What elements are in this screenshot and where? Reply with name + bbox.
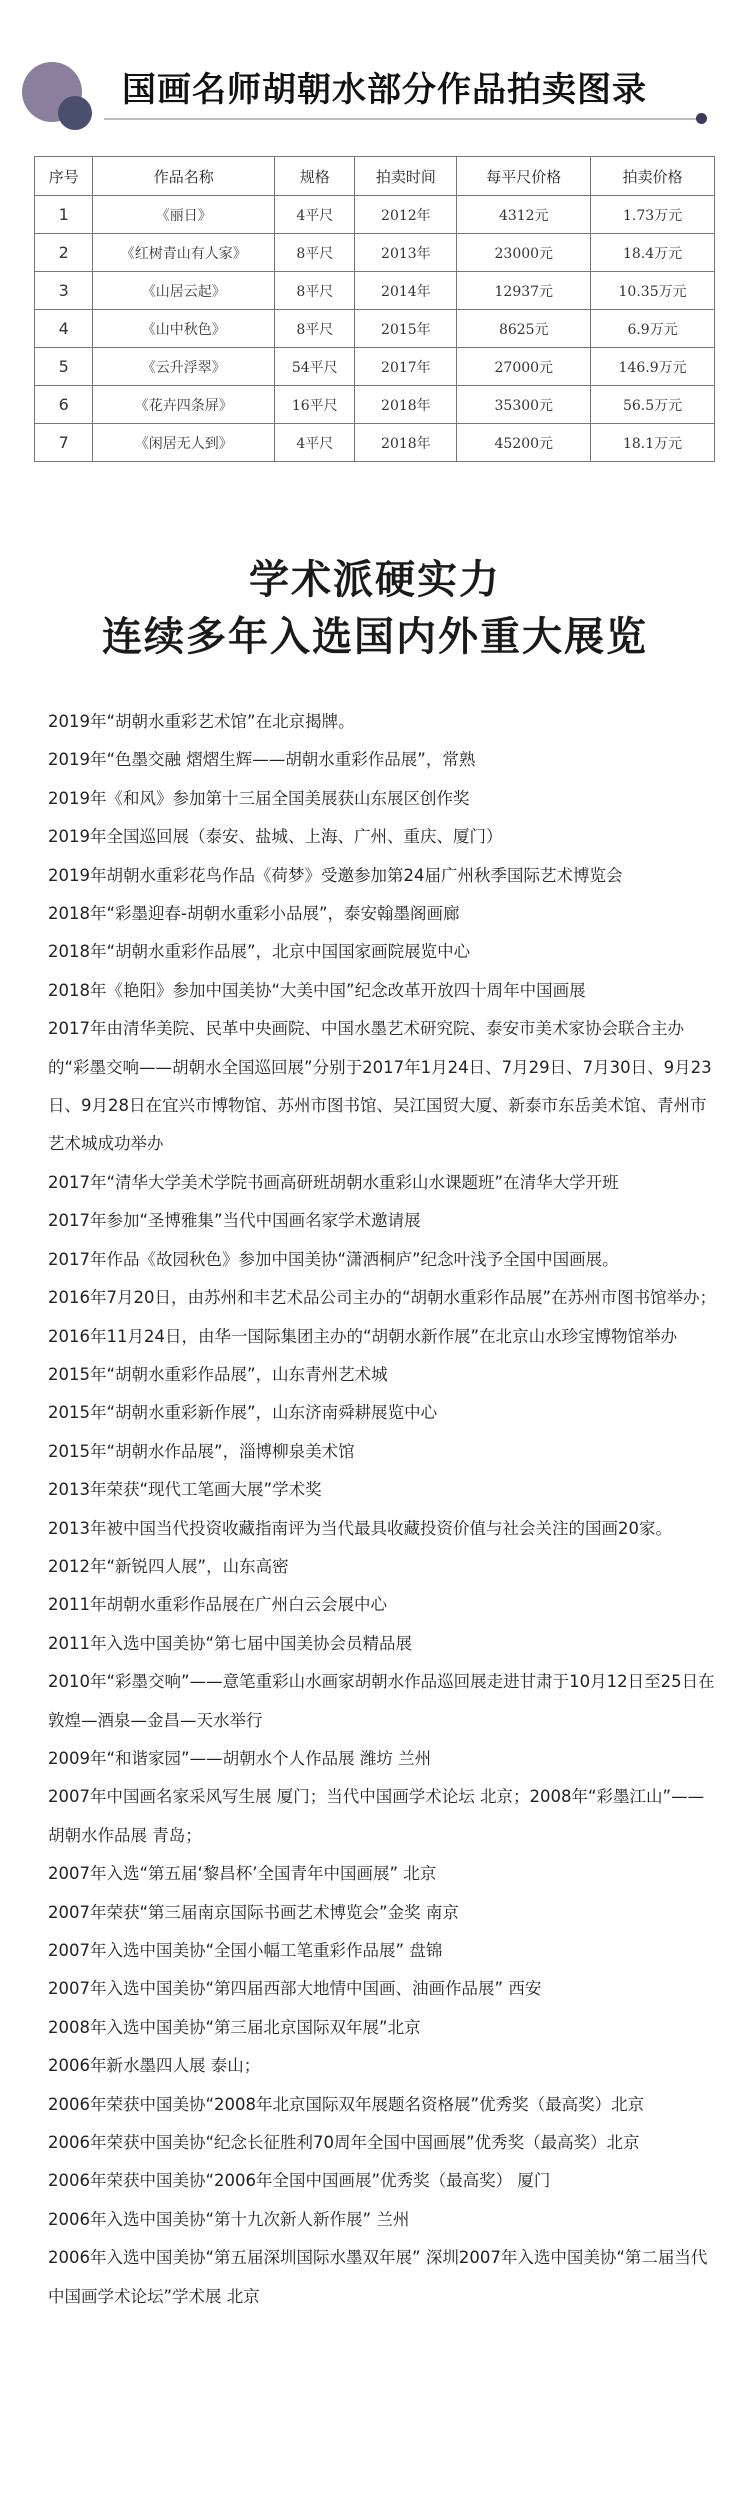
cell-unit-price: 8625元 — [457, 310, 591, 348]
cell-date: 2012年 — [355, 196, 457, 234]
cell-index: 7 — [35, 424, 93, 462]
col-header-title: 作品名称 — [93, 157, 275, 196]
section-title-line2: 连续多年入选国内外重大展览 — [102, 613, 648, 660]
list-item: 2006年入选中国美协“第十九次新人新作展” 兰州 — [48, 2209, 410, 2229]
list-item: 2006年荣获中国美协“2006年全国中国画展”优秀奖（最高奖） 厦门 — [48, 2171, 551, 2191]
list-item: 2013年被中国当代投资收藏指南评为当代最具收藏投资价值与社会关注的国画20家。 — [48, 1518, 672, 1538]
table-row — [35, 196, 715, 234]
title-underline-dot — [696, 113, 707, 124]
list-item: 2011年胡朝水重彩作品展在广州白云会展中心 — [48, 1595, 387, 1615]
list-item: 2018年“彩墨迎春-胡朝水重彩小品展”，泰安翰墨阁画廊 — [48, 904, 460, 924]
list-item: 2017年由清华美院、民革中央画院、中国水墨艺术研究院、泰安市美术家协会联合主办的“彩墨交响——胡朝水全国巡回展”分别于2017年1月24日、7月29日、7月30日、9月23日、9月28日在宜兴市博物馆、苏州市图书馆、吴江国贸大厦、新泰市东岳美术馆、青州市艺术城成功举办 — [48, 1019, 712, 1154]
cell-unit-price: 4312元 — [457, 196, 591, 234]
list-item: 2007年入选中国美协“第四届西部大地情中国画、油画作品展” 西安 — [48, 1979, 542, 1999]
cell-index: 2 — [35, 234, 93, 272]
list-item: 2019年“胡朝水重彩艺术馆”在北京揭牌。 — [48, 712, 355, 731]
cell-unit-price: 23000元 — [457, 234, 591, 272]
cell-price: 6.9万元 — [591, 310, 715, 348]
cell-date: 2018年 — [355, 424, 457, 462]
cell-title: 《云升浮翠》 — [93, 348, 275, 386]
list-item: 2019年“色墨交融 熠熠生辉——胡朝水重彩作品展”，常熟 — [48, 750, 476, 770]
list-item: 2017年“清华大学美术学院书画高研班胡朝水重彩山水课题班”在清华大学开班 — [48, 1172, 619, 1192]
cell-index: 3 — [35, 272, 93, 310]
table-row — [35, 348, 715, 386]
cell-date: 2018年 — [355, 386, 457, 424]
cell-index: 4 — [35, 310, 93, 348]
list-item: 2008年入选中国美协“第三届北京国际双年展”北京 — [48, 2017, 421, 2037]
list-item: 2006年新水墨四人展 泰山； — [48, 2056, 261, 2076]
exhibition-list — [48, 703, 718, 2316]
list-item: 2016年11月24日，由华一国际集团主办的“胡朝水新作展”在北京山水珍宝博物馆举办 — [48, 1326, 678, 1346]
table-row — [35, 310, 715, 348]
list-item: 2019年胡朝水重彩花鸟作品《荷梦》受邀参加第24届广州秋季国际艺术博览会 — [48, 865, 623, 885]
auction-table — [34, 156, 715, 462]
list-item: 2010年“彩墨交响”——意笔重彩山水画家胡朝水作品巡回展走进甘肃于10月12日至25日在敦煌—酒泉—金昌—天水举行 — [48, 1672, 715, 1730]
list-item: 2013年荣获“现代工笔画大展”学术奖 — [48, 1480, 322, 1500]
cell-index: 1 — [35, 196, 93, 234]
list-item: 2016年7月20日，由苏州和丰艺术品公司主办的“胡朝水重彩作品展”在苏州市图书馆举办； — [48, 1288, 717, 1308]
section-title-line1: 学术派硬实力 — [249, 556, 501, 603]
list-item: 2009年“和谐家园”——胡朝水个人作品展 潍坊 兰州 — [48, 1748, 432, 1768]
title-underline — [104, 118, 704, 120]
table-row — [35, 234, 715, 272]
list-item: 2007年中国画名家采风写生展 厦门；当代中国画学术论坛 北京；2008年“彩墨江山”——胡朝水作品展 青岛； — [48, 1787, 705, 1845]
list-item: 2019年全国巡回展（泰安、盐城、上海、广州、重庆、厦门） — [48, 827, 503, 847]
cell-price: 56.5万元 — [591, 386, 715, 424]
table-row — [35, 386, 715, 424]
cell-unit-price: 45200元 — [457, 424, 591, 462]
cell-index: 6 — [35, 386, 93, 424]
cell-size: 8平尺 — [275, 272, 355, 310]
list-item: 2018年《艳阳》参加中国美协“大美中国”纪念改革开放四十周年中国画展 — [48, 980, 586, 1000]
col-header-unit-price: 每平尺价格 — [457, 157, 591, 196]
decorative-circle-small — [58, 96, 92, 130]
cell-date: 2017年 — [355, 348, 457, 386]
cell-price: 10.35万元 — [591, 272, 715, 310]
cell-size: 54平尺 — [275, 348, 355, 386]
list-item: 2017年作品《故园秋色》参加中国美协“潇洒桐庐”纪念叶浅予全国中国画展。 — [48, 1249, 619, 1269]
table-header-row — [35, 157, 715, 196]
cell-title: 《山中秋色》 — [93, 310, 275, 348]
list-item: 2006年荣获中国美协“纪念长征胜利70周年全国中国画展”优秀奖（最高奖）北京 — [48, 2133, 640, 2153]
cell-size: 4平尺 — [275, 424, 355, 462]
cell-date: 2014年 — [355, 272, 457, 310]
cell-title: 《丽日》 — [93, 196, 275, 234]
list-item: 2012年“新锐四人展”，山东高密 — [48, 1556, 289, 1576]
col-header-price: 拍卖价格 — [591, 157, 715, 196]
list-item: 2017年参加“圣博雅集”当代中国画名家学术邀请展 — [48, 1211, 421, 1231]
list-item: 2015年“胡朝水重彩作品展”，山东青州艺术城 — [48, 1364, 388, 1384]
cell-unit-price: 12937元 — [457, 272, 591, 310]
cell-date: 2015年 — [355, 310, 457, 348]
table-row — [35, 272, 715, 310]
col-header-index: 序号 — [35, 157, 93, 196]
cell-unit-price: 35300元 — [457, 386, 591, 424]
cell-title: 《红树青山有人家》 — [93, 234, 275, 272]
cell-price: 18.1万元 — [591, 424, 715, 462]
col-header-size: 规格 — [275, 157, 355, 196]
cell-price: 18.4万元 — [591, 234, 715, 272]
list-item: 2006年入选中国美协“第五届深圳国际水墨双年展” 深圳2007年入选中国美协“第二届当代中国画学术论坛”学术展 北京 — [48, 2248, 708, 2306]
col-header-date: 拍卖时间 — [355, 157, 457, 196]
list-item: 2007年荣获“第三届南京国际书画艺术博览会”金奖 南京 — [48, 1902, 459, 1922]
cell-size: 16平尺 — [275, 386, 355, 424]
cell-price: 1.73万元 — [591, 196, 715, 234]
cell-size: 8平尺 — [275, 234, 355, 272]
list-item: 2019年《和风》参加第十三届全国美展获山东展区创作奖 — [48, 788, 470, 808]
list-item: 2007年入选“第五届‘黎昌杯’全国青年中国画展” 北京 — [48, 1864, 437, 1884]
cell-price: 146.9万元 — [591, 348, 715, 386]
cell-unit-price: 27000元 — [457, 348, 591, 386]
page-header — [0, 0, 750, 140]
cell-size: 8平尺 — [275, 310, 355, 348]
cell-title: 《闲居无人到》 — [93, 424, 275, 462]
list-item: 2007年入选中国美协“全国小幅工笔重彩作品展” 盘锦 — [48, 1941, 443, 1960]
cell-size: 4平尺 — [275, 196, 355, 234]
list-item: 2018年“胡朝水重彩作品展”，北京中国国家画院展览中心 — [48, 942, 471, 962]
cell-title: 《山居云起》 — [93, 272, 275, 310]
cell-title: 《花卉四条屏》 — [93, 386, 275, 424]
list-item: 2006年荣获中国美协“2008年北京国际双年展题名资格展”优秀奖（最高奖）北京 — [48, 2094, 645, 2114]
cell-date: 2013年 — [355, 234, 457, 272]
list-item: 2011年入选中国美协“第七届中国美协会员精品展 — [48, 1633, 413, 1653]
list-item: 2015年“胡朝水作品展”，淄博柳泉美术馆 — [48, 1441, 355, 1461]
page-title: 国画名师胡朝水部分作品拍卖图录 — [122, 70, 647, 110]
cell-index: 5 — [35, 348, 93, 386]
table-row — [35, 424, 715, 462]
list-item: 2015年“胡朝水重彩新作展”，山东济南舜耕展览中心 — [48, 1403, 438, 1423]
